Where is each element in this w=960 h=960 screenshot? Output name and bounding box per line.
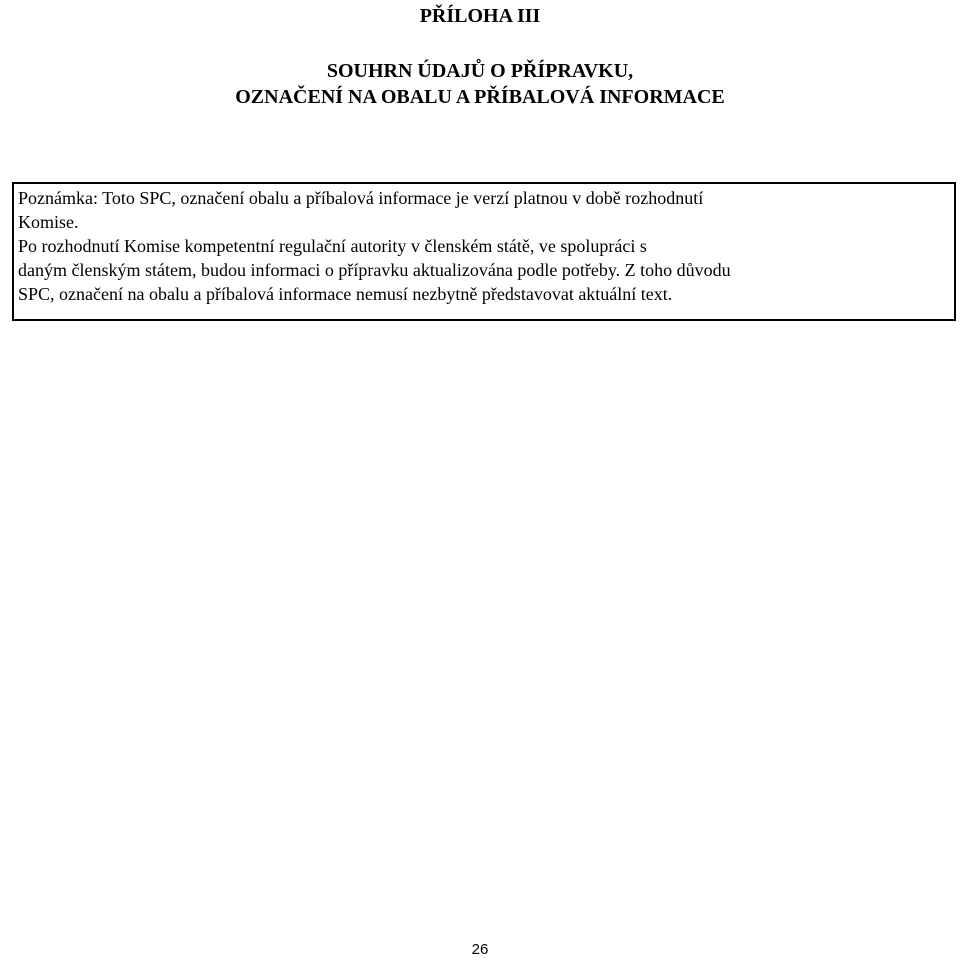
heading-line-2: OZNAČENÍ NA OBALU A PŘÍBALOVÁ INFORMACE	[235, 86, 725, 108]
note-line-2: Komise.	[18, 212, 79, 232]
note-line-4: daným členským státem, budou informaci o přípravku aktualizována podle potřeby. Z toho důvodu	[18, 260, 731, 280]
annex-title: PŘÍLOHA III	[419, 5, 541, 27]
document-heading	[0, 58, 960, 110]
page-number: 26	[471, 941, 489, 958]
note-line-5: SPC, označení na obalu a příbalová informace nemusí nezbytně představovat aktuální text.	[18, 284, 673, 304]
note-box	[12, 182, 956, 321]
heading-line-1: SOUHRN ÚDAJŮ O PŘÍPRAVKU,	[326, 60, 634, 82]
note-line-3: Po rozhodnutí Komise kompetentní regulační autority v členském státě, ve spolupráci s	[18, 236, 647, 256]
note-line-1: Poznámka: Toto SPC, označení obalu a příbalová informace je verzí platnou v době rozhodnutí	[18, 188, 704, 208]
